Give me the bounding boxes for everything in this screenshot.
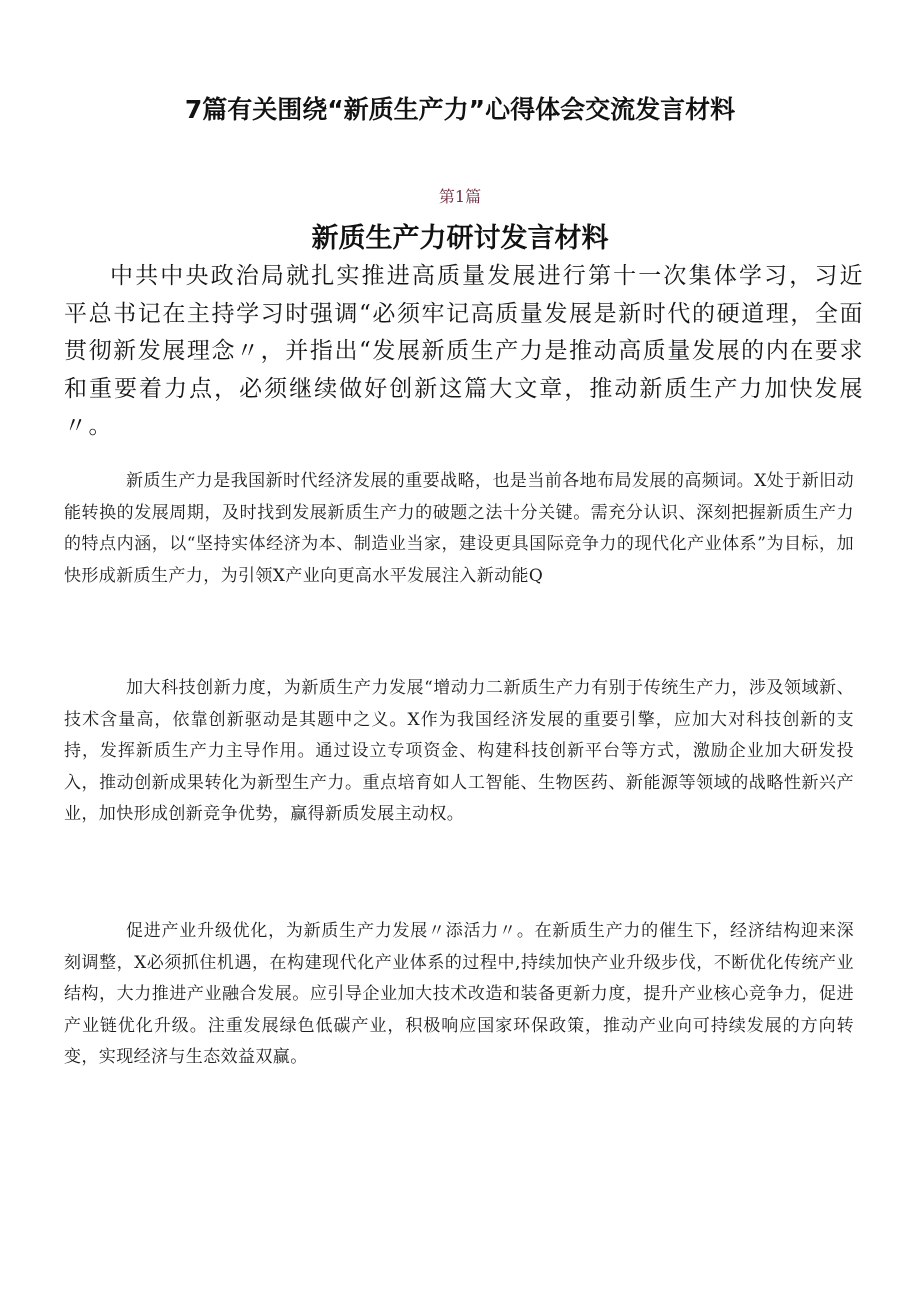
section-label: 第1篇 [438,187,482,206]
body-paragraph-3: 促进产业升级优化，为新质生产力发展〃添活力〃。在新质生产力的催生下，经济结构迎来深刻调整，X必须抓住机遇，在构建现代化产业体系的过程中,持续加快产业升级步伐，不断优化传统产业结构，大力推进产业融合发展。应引导企业加大技术改造和装备更新力度，提升产业核心竞争力，促进产业链优化升级。注重发展绿色低碳产业，积极响应国家环保政策，推动产业向可持续发展的方向转变，实现经济与生态效益双赢。 [64,921,854,1067]
section-title: 新质生产力研讨发言材料 [311,223,609,254]
document-title: 7篇有关围绕“新质生产力”心得体会交流发言材料 [184,95,736,124]
lead-paragraph: 中共中央政治局就扎实推进高质量发展进行第十一次集体学习，习近平总书记在主持学习时强调“必须牢记高质量发展是新时代的硬道理，全面贯彻新发展理念〃，并指出“发展新质生产力是推动高质量发展的内在要求和重要着力点，必须继续做好创新这篇大文章，推动新质生产力加快发展〃。 [64,263,864,439]
body-paragraph-1: 新质生产力是我国新时代经济发展的重要战略，也是当前各地布局发展的高频词。X处于新旧动能转换的发展周期，及时找到发展新质生产力的破题之法十分关键。需充分认识、深刻把握新质生产力的特点内涵，以“坚持实体经济为本、制造业当家，建设更具国际竞争力的现代化产业体系”为目标，加快形成新质生产力，为引领X产业向更高水平发展注入新动能Q [64,471,854,586]
body-paragraph-2: 加大科技创新力度，为新质生产力发展“增动力二新质生产力有别于传统生产力，涉及领域新、技术含量高，依靠创新驱动是其题中之义。X作为我国经济发展的重要引擎，应加大对科技创新的支持，发挥新质生产力主导作用。通过设立专项资金、构建科技创新平台等方式，激励企业加大研发投入，推动创新成果转化为新型生产力。重点培育如人工智能、生物医药、新能源等领域的战略性新兴产业，加快形成创新竞争优势，赢得新质发展主动权。 [64,678,854,824]
